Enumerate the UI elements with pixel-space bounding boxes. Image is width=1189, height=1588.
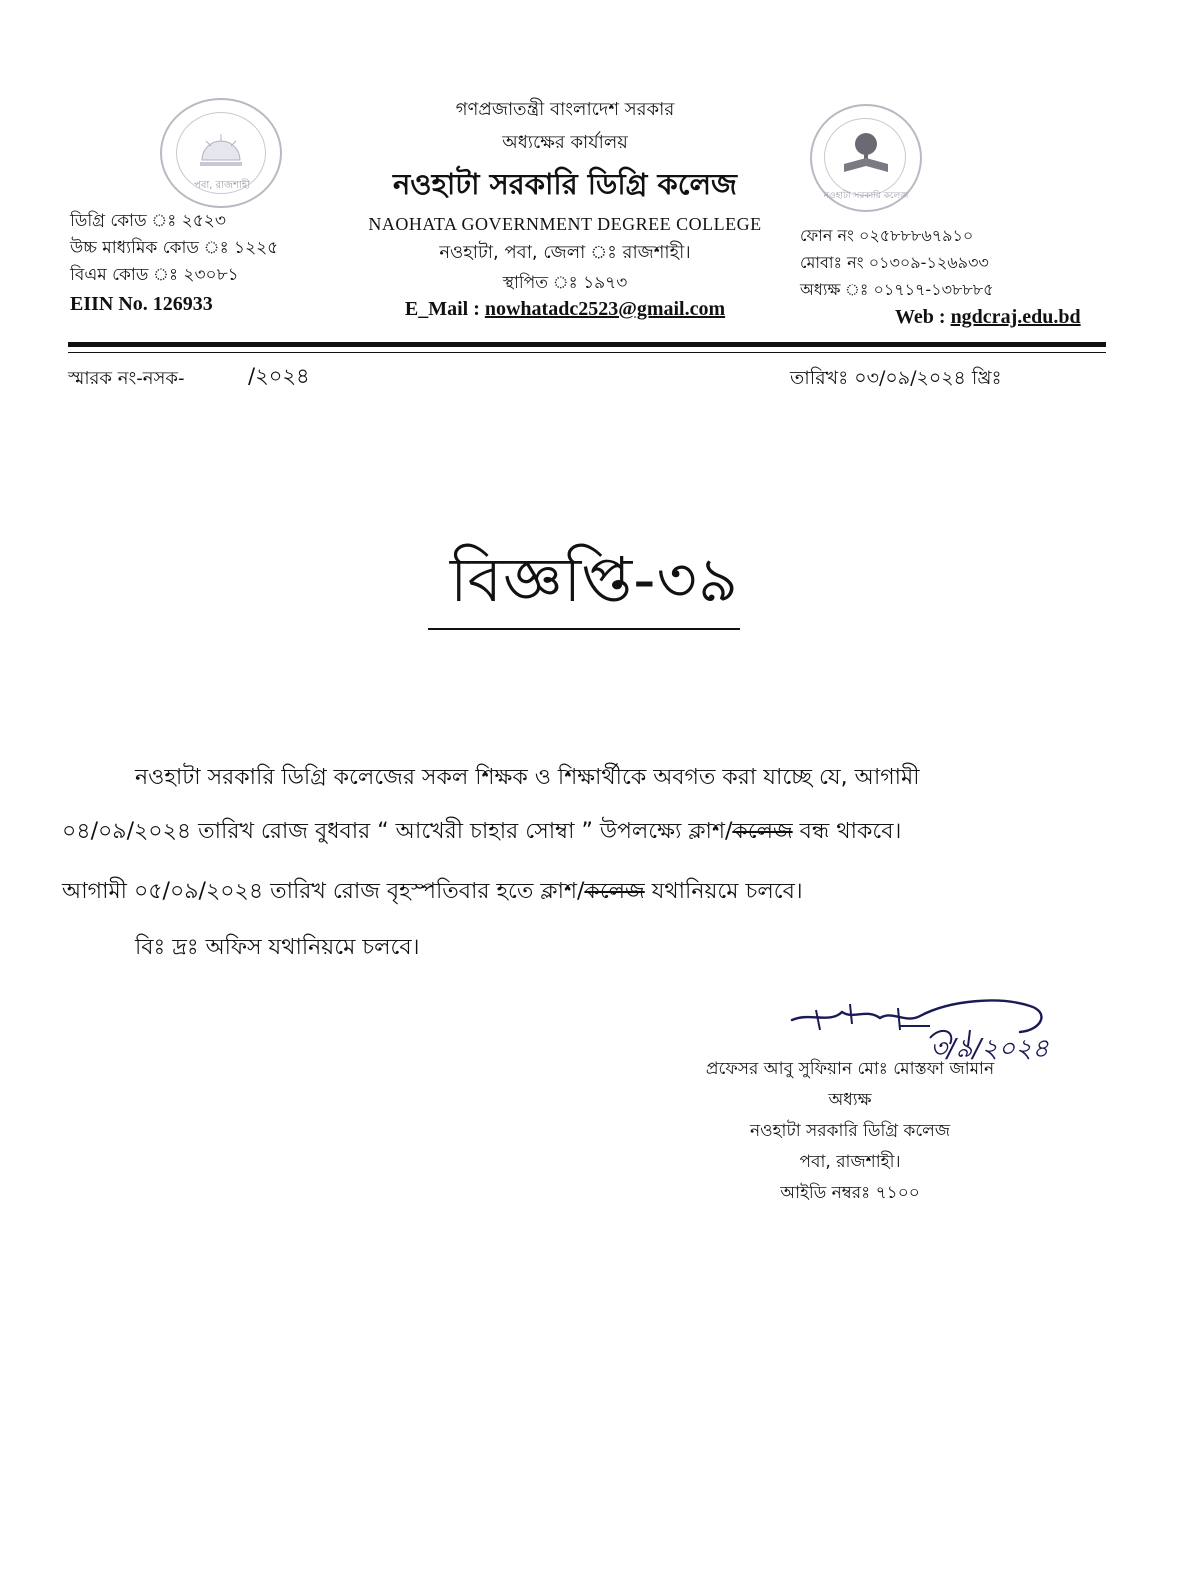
notice-line-1: নওহাটা সরকারি ডিগ্রি কলেজের সকল শিক্ষক ও শিক্ষার্থীকে অবগত করা যাচ্ছে যে, আগামী bbox=[135, 765, 920, 790]
struck-word: কলেজ bbox=[584, 879, 645, 904]
signatory-id: আইডি নম্বরঃ ৭১০০ bbox=[780, 1183, 920, 1203]
eiin-number: EIIN No. 126933 bbox=[70, 293, 213, 315]
signatory-college: নওহাটা সরকারি ডিগ্রি কলেজ bbox=[749, 1121, 951, 1141]
office-name: অধ্যক্ষের কার্যালয় bbox=[502, 132, 628, 153]
web-link[interactable]: ngdcraj.edu.bd bbox=[950, 306, 1081, 328]
hsc-code: উচ্চ মাধ্যমিক কোড ঃ ১২২৫ bbox=[70, 238, 279, 258]
header-divider-thin bbox=[68, 352, 1106, 353]
web-line bbox=[895, 306, 1081, 329]
struck-word: কলেজ bbox=[732, 819, 793, 844]
right-college-seal bbox=[810, 104, 922, 212]
college-address: নওহাটা, পবা, জেলা ঃ রাজশাহী। bbox=[439, 242, 691, 263]
phone-number: ফোন নং ০২৫৮৮৮৬৭৯১০ bbox=[800, 226, 974, 245]
signature-date: ৩/৯/২০২৪ bbox=[930, 1034, 1049, 1064]
college-name-en: NAOHATA GOVERNMENT DEGREE COLLEGE bbox=[368, 214, 762, 234]
notice-footnote: বিঃ দ্রঃ অফিস যথানিয়মে চলবে। bbox=[135, 935, 420, 960]
notice-line-2-text: ০৪/০৯/২০২৪ তারিখ রোজ বুধবার “ আখেরী চাহার সোম্বা ” উপলক্ষ্যে ক্লাশ/ bbox=[62, 819, 733, 844]
notice-line-2-end: বন্ধ থাকবে। bbox=[792, 819, 902, 844]
sun-emblem-icon bbox=[192, 124, 250, 182]
signature-block bbox=[600, 1054, 1100, 1209]
email-line bbox=[330, 298, 800, 321]
degree-code: ডিগ্রি কোড ঃ ২৫২৩ bbox=[70, 211, 226, 231]
signatory-place: পবা, রাজশাহী। bbox=[799, 1152, 901, 1172]
notice-line-3-text: আগামী ০৫/০৯/২০২৪ তারিখ রোজ বৃহস্পতিবার হতে ক্লাশ/ bbox=[62, 879, 585, 904]
book-tree-emblem-icon bbox=[840, 128, 892, 182]
signatory-name: প্রফেসর আবু সুফিয়ান মোঃ মোস্তফা জামান bbox=[705, 1059, 995, 1079]
notice-title: বিজ্ঞপ্তি-৩৯ bbox=[449, 543, 740, 616]
mobile-number: মোবাঃ নং ০১৩০৯-১২৬৯৩৩ bbox=[800, 253, 989, 272]
principal-phone: অধ্যক্ষ ঃ ০১৭১৭-১৩৮৮৮৫ bbox=[800, 280, 994, 299]
college-name-bn: নওহাটা সরকারি ডিগ্রি কলেজ bbox=[392, 167, 737, 201]
notice-line-3 bbox=[62, 878, 803, 906]
title-underline bbox=[428, 628, 740, 630]
header-divider-thick bbox=[68, 342, 1106, 347]
memo-date: তারিখঃ ০৩/০৯/২০২৪ খ্রিঃ bbox=[790, 367, 1002, 389]
left-college-seal bbox=[160, 98, 282, 208]
memo-reference-year: /২০২৪ bbox=[248, 364, 310, 388]
right-seal-text: নওহাটা সরকারি কলেজ bbox=[823, 191, 909, 201]
email-label: E_Mail : bbox=[404, 298, 485, 320]
contact-list bbox=[800, 222, 994, 303]
memo-reference: স্মারক নং-নসক- bbox=[68, 368, 185, 389]
email-link[interactable]: nowhatadc2523@gmail.com bbox=[484, 298, 726, 320]
established-year: স্থাপিত ঃ ১৯৭৩ bbox=[502, 273, 628, 293]
web-label: Web : bbox=[895, 306, 951, 328]
signatory-designation: অধ্যক্ষ bbox=[828, 1090, 872, 1110]
bm-code: বিএম কোড ঃ ২৩০৮১ bbox=[70, 265, 239, 285]
notice-line-2 bbox=[62, 818, 901, 846]
code-list bbox=[70, 208, 278, 318]
govt-name: গণপ্রজাতন্ত্রী বাংলাদেশ সরকার bbox=[455, 99, 675, 120]
notice-line-3-end: যথানিয়মে চলবে। bbox=[644, 879, 803, 904]
left-seal-text: পবা, রাজশাহী bbox=[194, 180, 250, 191]
